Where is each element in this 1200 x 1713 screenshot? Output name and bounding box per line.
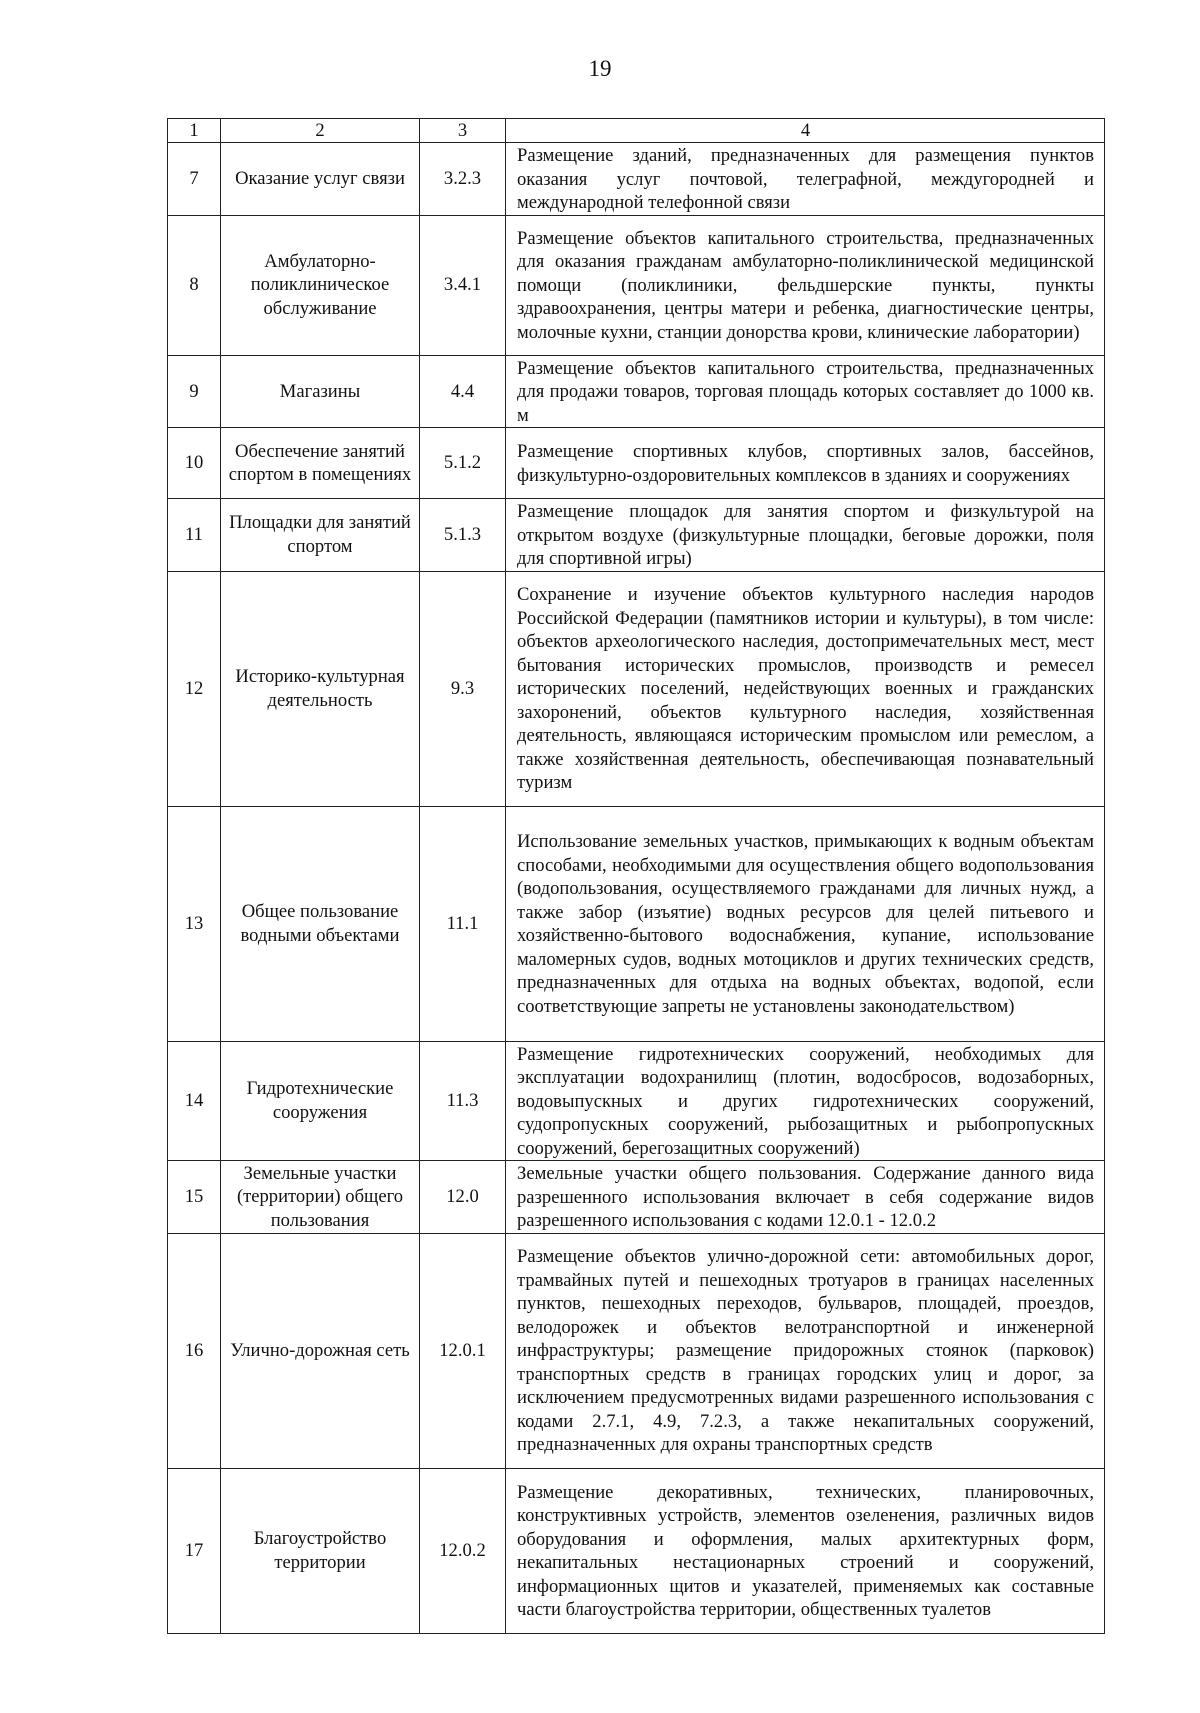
land-use-code: 12.0.1 [420, 1233, 506, 1468]
land-use-code: 12.0 [420, 1161, 506, 1234]
row-number: 8 [168, 215, 221, 355]
table-row [168, 1041, 1105, 1161]
land-use-code: 11.3 [420, 1041, 506, 1161]
land-use-code: 3.2.3 [420, 143, 506, 216]
header-col-3: 3 [420, 119, 506, 143]
land-use-name: Улично-дорожная сеть [221, 1233, 420, 1468]
land-use-name: Благоустройство территории [221, 1468, 420, 1633]
row-number: 13 [168, 806, 221, 1041]
table-row [168, 806, 1105, 1041]
land-use-name: Гидротехнические сооружения [221, 1041, 420, 1161]
header-row [168, 119, 1105, 143]
table-row [168, 215, 1105, 355]
land-use-code: 9.3 [420, 571, 506, 806]
row-number: 16 [168, 1233, 221, 1468]
table-row [168, 355, 1105, 428]
table-row [168, 143, 1105, 216]
land-use-code: 11.1 [420, 806, 506, 1041]
land-use-description: Размещение площадок для занятия спортом и физкультурой на открытом воздухе (физкультурные площадки, беговые дорожки, поля для спортивной игры) [506, 499, 1105, 572]
land-use-name: Общее пользование водными объектами [221, 806, 420, 1041]
land-use-description: Земельные участки общего пользования. Содержание данного вида разрешенного использования включает в себя содержание видов разрешенного использования с кодами 12.0.1 - 12.0.2 [506, 1161, 1105, 1234]
land-use-code: 5.1.2 [420, 428, 506, 499]
row-number: 15 [168, 1161, 221, 1234]
row-number: 11 [168, 499, 221, 572]
row-number: 10 [168, 428, 221, 499]
land-use-description: Размещение объектов капитального строительства, предназначенных для продажи товаров, торговая площадь которых составляет до 1000 кв. м [506, 355, 1105, 428]
header-col-4: 4 [506, 119, 1105, 143]
row-number: 12 [168, 571, 221, 806]
row-number: 9 [168, 355, 221, 428]
land-use-description: Размещение гидротехнических сооружений, необходимых для эксплуатации водохранилищ (плотин, водосбросов, водозаборных, водовыпускных и других гидротехнических сооружений, судопропускных сооружений, рыбозащитных и рыбопропускных сооружений, берегозащитных сооружений) [506, 1041, 1105, 1161]
land-use-description: Размещение декоративных, технических, планировочных, конструктивных устройств, элементов озеленения, различных видов оборудования и оформления, малых архитектурных форм, некапитальных нестационарных строений и сооружений, информационных щитов и указателей, применяемых как составные части благоустройства территории, общественных туалетов [506, 1468, 1105, 1633]
row-number: 14 [168, 1041, 221, 1161]
row-number: 7 [168, 143, 221, 216]
land-use-name: Площадки для занятий спортом [221, 499, 420, 572]
land-use-code: 5.1.3 [420, 499, 506, 572]
land-use-code: 12.0.2 [420, 1468, 506, 1633]
header-col-1: 1 [168, 119, 221, 143]
land-use-description: Размещение объектов капитального строительства, предназначенных для оказания гражданам амбулаторно-поликлинической медицинской помощи (поликлиники, фельдшерские пункты, пункты здравоохранения, центры матери и ребенка, диагностические центры, молочные кухни, станции донорства крови, клинические лаборатории) [506, 215, 1105, 355]
land-use-description: Размещение спортивных клубов, спортивных залов, бассейнов, физкультурно-оздоровительных комплексов в зданиях и сооружениях [506, 428, 1105, 499]
table-row [168, 428, 1105, 499]
land-use-name: Обеспечение занятий спортом в помещениях [221, 428, 420, 499]
land-use-code: 4.4 [420, 355, 506, 428]
land-use-name: Историко-культурная деятельность [221, 571, 420, 806]
land-use-name: Амбулаторно-поликлиническое обслуживание [221, 215, 420, 355]
table-row [168, 1233, 1105, 1468]
page-number: 19 [588, 56, 612, 81]
land-use-description: Размещение зданий, предназначенных для размещения пунктов оказания услуг почтовой, телеграфной, междугородней и международной телефонной связи [506, 143, 1105, 216]
header-col-2: 2 [221, 119, 420, 143]
table-row [168, 1468, 1105, 1633]
table-row [168, 499, 1105, 572]
land-use-table [167, 118, 1105, 1634]
land-use-name: Магазины [221, 355, 420, 428]
land-use-code: 3.4.1 [420, 215, 506, 355]
land-use-description: Размещение объектов улично-дорожной сети: автомобильных дорог, трамвайных путей и пешеходных тротуаров в границах населенных пунктов, пешеходных переходов, бульваров, площадей, проездов, велодорожек и объектов велотранспортной и инженерной инфраструктуры; размещение придорожных стоянок (парковок) транспортных средств в границах городских улиц и дорог, за исключением предусмотренных видами разрешенного использования с кодами 2.7.1, 4.9, 7.2.3, а также некапитальных сооружений, предназначенных для охраны транспортных средств [506, 1233, 1105, 1468]
land-use-name: Оказание услуг связи [221, 143, 420, 216]
row-number: 17 [168, 1468, 221, 1633]
land-use-description: Использование земельных участков, примыкающих к водным объектам способами, необходимыми для осуществления общего водопользования (водопользования, осуществляемого гражданами для личных нужд, а также забор (изъятие) водных ресурсов для целей питьевого и хозяйственно-бытового водоснабжения, купание, использование маломерных судов, водных мотоциклов и других технических средств, предназначенных для отдыха на водных объектах, водопой, если соответствующие запреты не установлены законодательством) [506, 806, 1105, 1041]
table-row [168, 571, 1105, 806]
land-use-name: Земельные участки (территории) общего пользования [221, 1161, 420, 1234]
table-row [168, 1161, 1105, 1234]
land-use-description: Сохранение и изучение объектов культурного наследия народов Российской Федерации (памятников истории и культуры), в том числе: объектов археологического наследия, достопримечательных мест, мест бытования исторических промыслов, производств и ремесел исторических поселений, недействующих военных и гражданских захоронений, объектов культурного наследия, хозяйственная деятельность, являющаяся историческим промыслом или ремеслом, а также хозяйственная деятельность, обеспечивающая познавательный туризм [506, 571, 1105, 806]
